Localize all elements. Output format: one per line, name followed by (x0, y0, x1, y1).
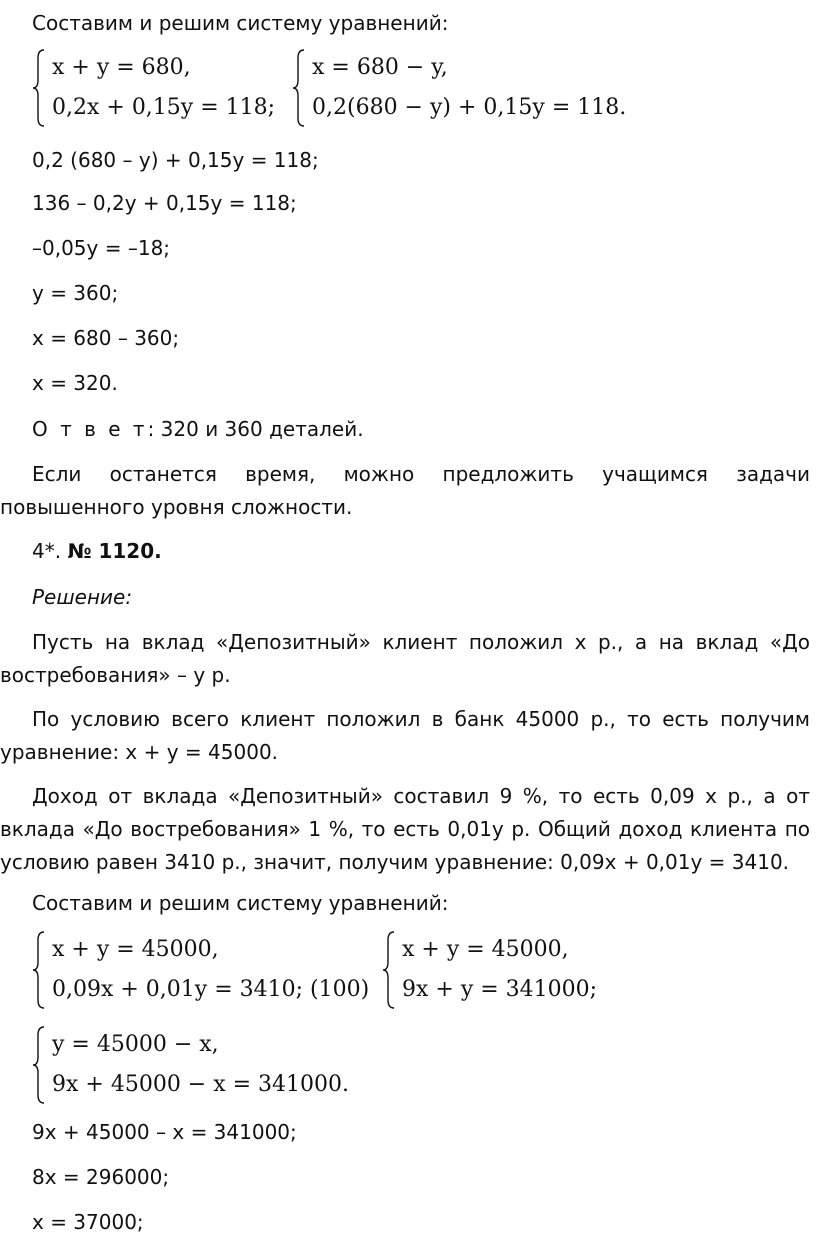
system-2-right (382, 930, 642, 1014)
solution-label: Решение: (32, 585, 133, 609)
brace-icon (382, 930, 396, 1010)
system-1-left (32, 48, 292, 132)
brace-icon (292, 48, 306, 128)
brace-icon (32, 1025, 46, 1105)
step-line: x = 37000; (32, 1210, 144, 1234)
intro-line: Составим и решим систему уравнений: (32, 891, 449, 915)
step-line: 8x = 296000; (32, 1165, 170, 1189)
equation: 9x + y = 341000; (402, 977, 598, 1002)
step-line: y = 360; (32, 281, 119, 305)
equation: 0,2x + 0,15y = 118; (52, 95, 276, 120)
system-3 (32, 1025, 372, 1109)
answer-line (32, 412, 364, 446)
paragraph-3 (0, 780, 810, 879)
brace-icon (32, 48, 46, 128)
equation: 0,09x + 0,01y = 3410; (100) (52, 977, 370, 1002)
task-reference: № 1120. (67, 539, 162, 563)
step-line: x = 320. (32, 371, 118, 395)
equation: x + y = 45000, (402, 937, 569, 962)
step-line: –0,05y = –18; (32, 236, 171, 260)
paragraph-text: Доход от вклада «Депозитный» составил 9 %, то есть 0,09 x р., а от вклада «До востребования» 1 %, то есть 0,01y р. Общий доход клиента по условию равен 3410 р., значит, получим уравнение: 0,09x + 0,01y = 3410. (0, 784, 810, 874)
equation: x + y = 680, (52, 55, 191, 80)
system-1-right (292, 48, 632, 132)
task-number: 4*. (32, 539, 62, 563)
system-2-left (32, 930, 372, 1014)
answer-label: О т в е т (32, 417, 148, 441)
paragraph-1 (0, 626, 810, 692)
equation: 0,2(680 − y) + 0,15y = 118. (312, 95, 627, 120)
equation: x = 680 − y, (312, 55, 448, 80)
brace-icon (32, 930, 46, 1010)
step-line: 136 – 0,2y + 0,15y = 118; (32, 191, 297, 215)
equation: y = 45000 − x, (52, 1032, 219, 1057)
equation: x + y = 45000, (52, 937, 219, 962)
equation: 9x + 45000 − x = 341000. (52, 1072, 350, 1097)
step-line: 0,2 (680 – y) + 0,15y = 118; (32, 148, 319, 172)
step-line: 9x + 45000 – x = 341000; (32, 1120, 297, 1144)
paragraph-extra (0, 458, 810, 524)
step-line: x = 680 – 360; (32, 326, 180, 350)
paragraph-2 (0, 703, 810, 769)
paragraph-text: Если останется время, можно предложить учащимся задачи повышенного уровня сложности. (0, 462, 810, 519)
intro-line: Составим и решим систему уравнений: (32, 11, 449, 35)
task-heading (32, 534, 162, 568)
answer-text: : 320 и 360 деталей. (147, 417, 364, 441)
paragraph-text: Пусть на вклад «Депозитный» клиент положил x р., а на вклад «До востребования» – y р. (0, 630, 810, 687)
paragraph-text: По условию всего клиент положил в банк 45000 р., то есть получим уравнение: x + y = 45000. (0, 707, 810, 764)
